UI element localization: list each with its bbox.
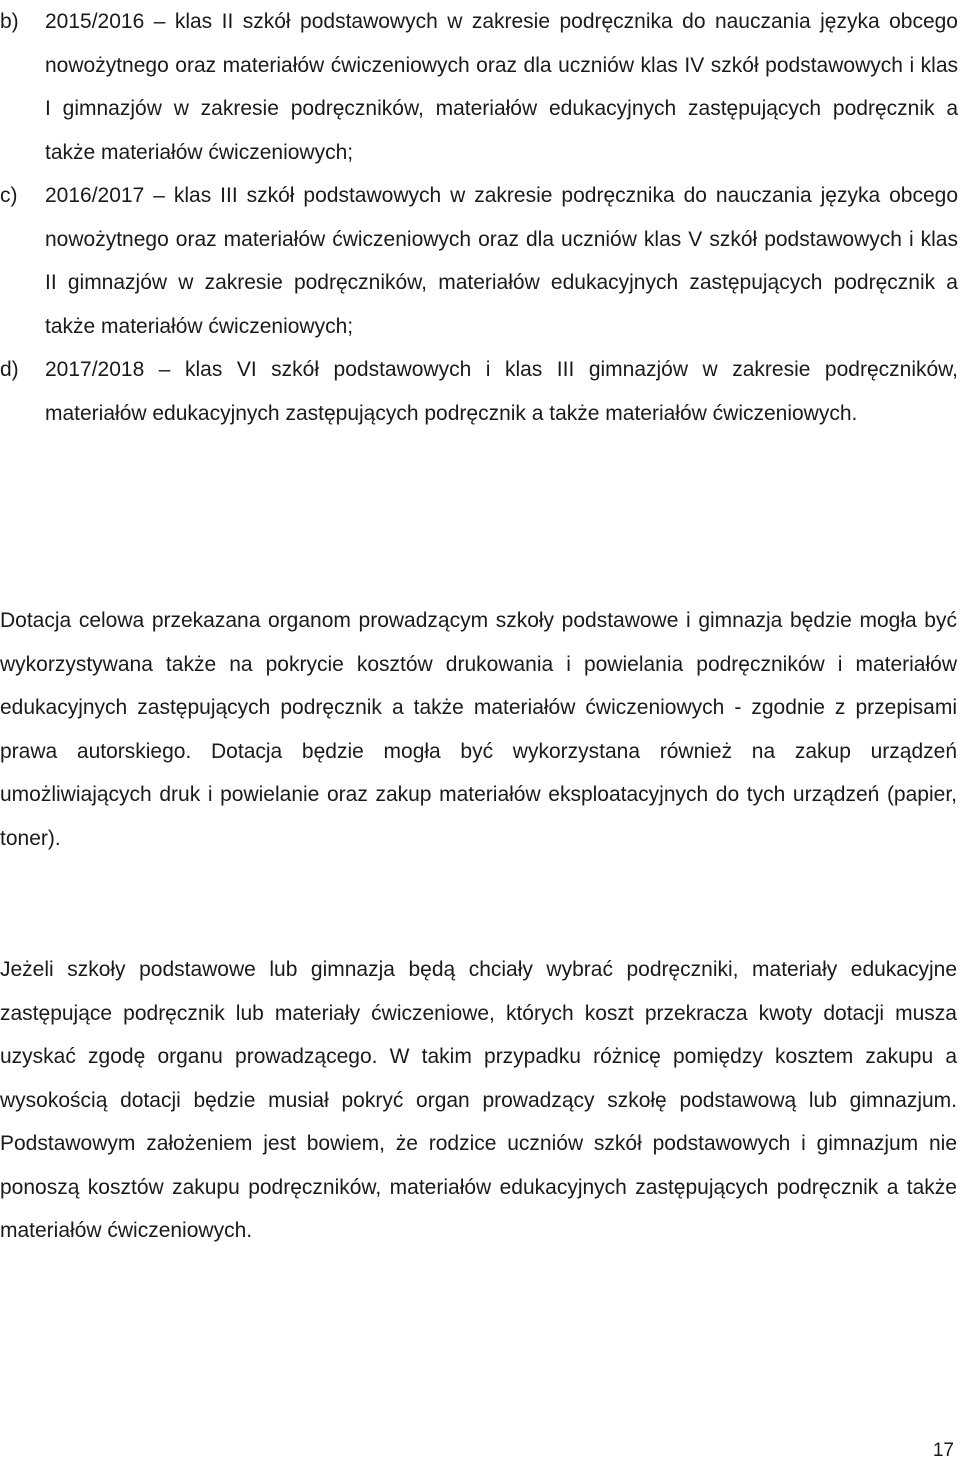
list-item xyxy=(0,174,958,348)
school-year-list xyxy=(0,0,958,435)
list-marker: c) xyxy=(0,184,18,207)
page-number: 17 xyxy=(932,1440,954,1461)
list-marker: d) xyxy=(0,358,19,381)
list-item xyxy=(0,348,958,435)
list-item-text: 2016/2017 – klas III szkół podstawowych w zakresie podręcznika do nauczania języka obcego nowożytnego oraz materiałów ćwiczeniowych oraz dla uczniów klas V szkół podstawowych i klas II gimnazjów w zakresie podręczników, materiałów edukacyjnych zastępujących podręcznik a także materiałów ćwiczeniowych; xyxy=(45,184,958,338)
paragraph-koszt: Jeżeli szkoły podstawowe lub gimnazja będą chciały wybrać podręczniki, materiały edukacyjne zastępujące podręcznik lub materiały ćwiczeniowe, których koszt przekracza kwoty dotacji musza uzyskać zgodę organu prowadzącego. W takim przypadku różnicę pomiędzy kosztem zakupu a wysokością dotacji będzie musiał pokryć organ prowadzący szkołę podstawową lub gimnazjum. Podstawowym założeniem jest bowiem, że rodzice uczniów szkół podstawowych i gimnazjum nie ponoszą kosztów zakupu podręczników, materiałów edukacyjnych zastępujących podręcznik a także materiałów ćwiczeniowych. xyxy=(0,958,957,1242)
list-marker: b) xyxy=(0,10,19,33)
list-item xyxy=(0,0,958,174)
paragraph-dotacja: Dotacja celowa przekazana organom prowadzącym szkoły podstawowe i gimnazja będzie mogła być wykorzystywana także na pokrycie kosztów drukowania i powielania podręczników i materiałów edukacyjnych zastępujących podręcznik a także materiałów ćwiczeniowych - zgodnie z przepisami prawa autorskiego. Dotacja będzie mogła być wykorzystana również na zakup urządzeń umożliwiających druk i powielanie oraz zakup materiałów eksploatacyjnych do tych urządzeń (papier, toner). xyxy=(0,609,957,850)
list-item-text: 2015/2016 – klas II szkół podstawowych w zakresie podręcznika do nauczania języka obcego nowożytnego oraz materiałów ćwiczeniowych oraz dla uczniów klas IV szkół podstawowych i klas I gimnazjów w zakresie podręczników, materiałów edukacyjnych zastępujących podręcznik a także materiałów ćwiczeniowych; xyxy=(45,10,958,164)
list-item-text: 2017/2018 – klas VI szkół podstawowych i klas III gimnazjów w zakresie podręczników, materiałów edukacyjnych zastępujących podręcznik a także materiałów ćwiczeniowych. xyxy=(45,358,958,425)
